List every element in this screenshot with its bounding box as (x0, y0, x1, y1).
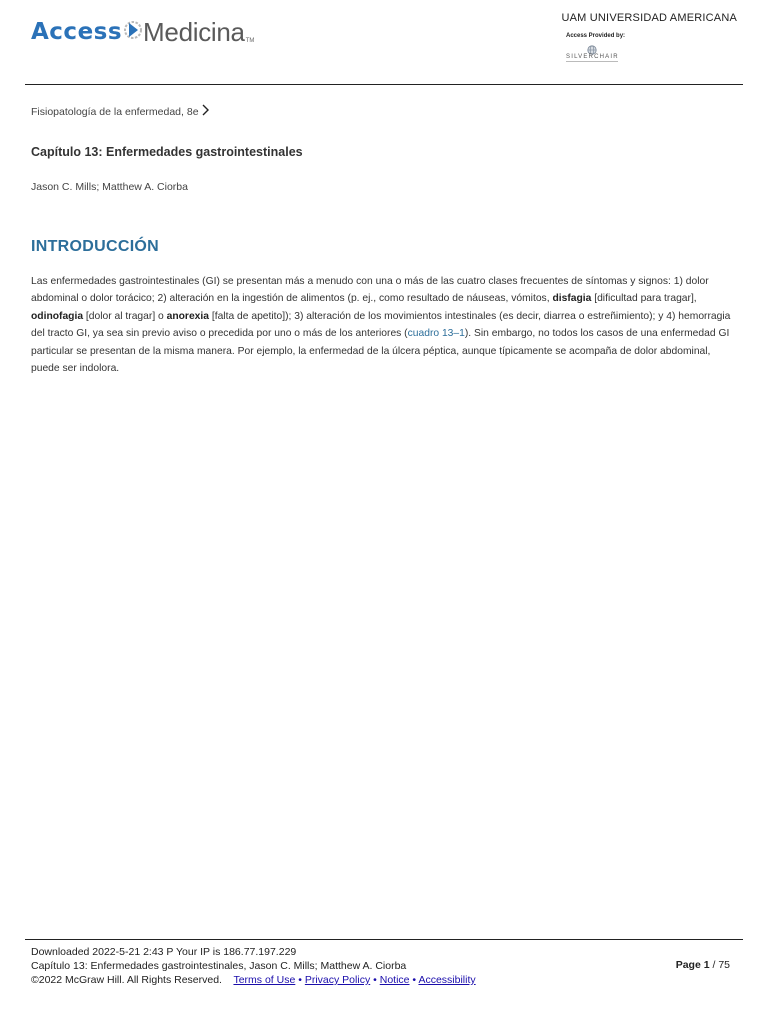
paragraph-text: [falta de apetito]); 3) alteración de los movimientos intestinales (es decir, diarrea o estreñimiento); y 4) hemorragia del tracto GI, ya sea sin previo aviso o precedida por uno o más de los anteriores ( (31, 310, 731, 340)
citation-line: Capítulo 13: Enfermedades gastrointestinales, Jason C. Mills; Matthew A. Ciorba (31, 960, 407, 972)
chapter-authors: Jason C. Mills; Matthew A. Ciorba (31, 181, 188, 193)
footer-bullet: • (373, 974, 377, 986)
paragraph-text: Las enfermedades gastrointestinales (GI) se presentan más a menudo con una o más de las cuatro clases frecuentes de síntomas y signos: 1) dolor abdominal o dolor torácico; 2) alteración en la ingestión de alimentos (p. ej., como resultado de náuseas, vómitos, (31, 276, 709, 305)
chevron-right-icon[interactable] (201, 104, 210, 119)
notice-link[interactable]: Notice (379, 974, 410, 986)
table-reference-link[interactable]: cuadro 13–1 (407, 328, 465, 340)
chapter-title: Capítulo 13: Enfermedades gastrointestinales (31, 145, 303, 159)
copyright-text: ©2022 McGraw Hill. All Rights Reserved. (31, 974, 222, 986)
footer-bullet: • (298, 974, 302, 986)
footer-divider (25, 939, 743, 940)
logo-access-text: Access (31, 19, 123, 45)
accessmedicina-logo[interactable] (31, 12, 254, 52)
terms-of-use-link[interactable]: Terms of Use (233, 974, 296, 986)
page-footer (31, 945, 476, 987)
page-number (676, 959, 730, 971)
paragraph-text: [dolor al tragar] o (83, 310, 167, 322)
logo-medicina-text: Medicina (143, 16, 245, 47)
header-divider (25, 84, 743, 85)
page-current: 1 (703, 959, 710, 971)
page-header (0, 0, 768, 85)
breadcrumb-book-title[interactable]: Fisiopatología de la enfermedad, 8e (31, 105, 199, 118)
accessibility-link[interactable]: Accessibility (418, 974, 476, 986)
glossary-term-disfagia[interactable]: disfagia (552, 293, 592, 305)
paragraph-text: ). Sin embargo, no todos los casos de una enfermedad GI particular se presentan de la misma manera. Por ejemplo, la enfermedad de la úlcera péptica, aunque típicamente se acompaña de dolor abdominal, puede ser indolora. (31, 328, 730, 375)
section-heading-introduccion: INTRODUCCIÓN (31, 238, 160, 255)
silverchair-text: SILVERCHAIR (566, 54, 619, 60)
silverchair-logo (566, 42, 626, 66)
institution-name: UAM UNIVERSIDAD AMERICANA (561, 12, 737, 24)
glossary-term-odinofagia[interactable]: odinofagia (31, 310, 84, 322)
privacy-policy-link[interactable]: Privacy Policy (304, 974, 371, 986)
download-info: Downloaded 2022-5-21 2:43 P Your IP is 186.77.197.229 (31, 946, 297, 958)
page-label: Page (675, 959, 701, 971)
introduction-paragraph (31, 273, 731, 377)
logo-gear-arrow-icon (124, 14, 142, 51)
silverchair-underline (566, 61, 618, 62)
breadcrumb[interactable] (31, 104, 210, 119)
glossary-term-anorexia[interactable]: anorexia (166, 310, 209, 322)
logo-trademark: TM (245, 38, 255, 44)
page-total: / 75 (712, 959, 730, 971)
copyright-line (31, 973, 476, 987)
footer-bullet: • (412, 974, 417, 986)
paragraph-text: [dificultad para tragar], (591, 293, 697, 305)
access-provided-by-label: Access Provided by: (566, 33, 626, 39)
